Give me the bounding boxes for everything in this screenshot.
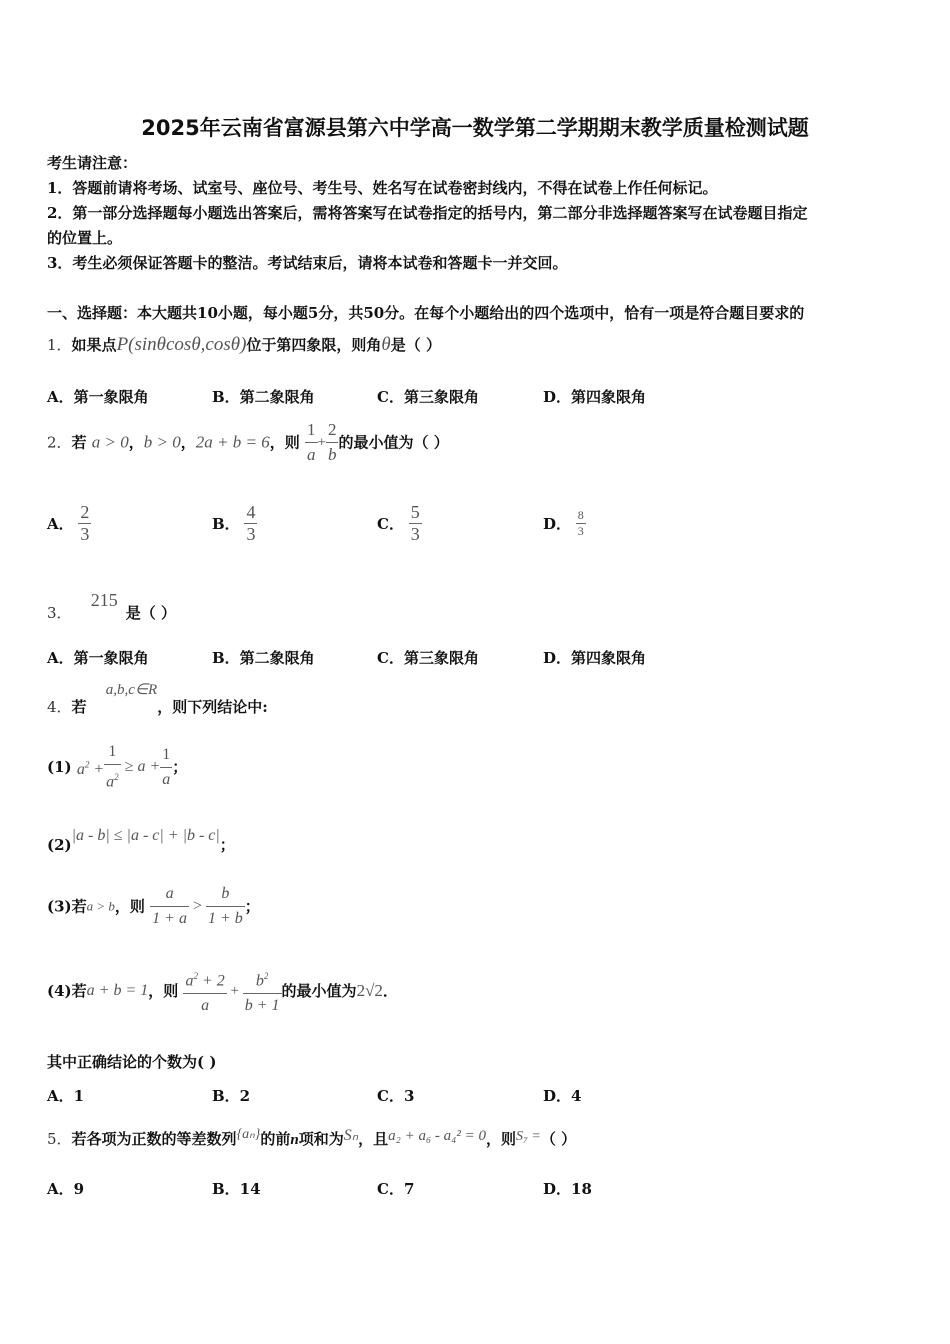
option-c[interactable]: C．7	[377, 1180, 415, 1198]
notice-item: 2．第一部分选择题每小题选出答案后，需将答案写在试卷指定的括号内，第二部分非选择题答案写在试卷题目指定	[47, 204, 808, 222]
question-3: 3． 215是（ ）	[47, 590, 177, 622]
option-c[interactable]: C．第三象限角	[377, 649, 479, 667]
statement-4: (4)若a + b = 1，则 $\frac{a^2 + 2}{a}$ + $\frac{b^2}{b + 1}$ 的最小值为2√2．	[47, 964, 398, 1018]
question-4: 4．若 a,b,c∈R，则下列结论中:	[47, 682, 268, 716]
notice-heading: 考生请注意：	[47, 154, 138, 172]
question-2: 2．若 a > 0，b > 0，2a + b = 6，则 $\frac{1}{a}$ + $\frac{2}{b}$ 的最小值为（ ）	[47, 418, 449, 467]
option-c[interactable]: C．3	[377, 1087, 415, 1105]
page-title: 2025年云南省富源县第六中学高一数学第二学期期末教学质量检测试题	[141, 116, 809, 140]
option-c[interactable]: C．第三象限角	[377, 388, 479, 406]
statement-3: (3)若a > b，则 $\frac{a}{1 + a}$ > $\frac{b}{1 + b}$ ；	[47, 882, 260, 931]
option-a[interactable]: A．第一象限角	[47, 388, 149, 406]
option-d[interactable]: D．第四象限角	[543, 388, 647, 406]
option-d[interactable]: D．第四象限角	[543, 649, 647, 667]
statement-2: (2)|a - b| ≤ |a - c| + |b - c|；	[47, 827, 235, 854]
question-1: 1．如果点P(sinθcosθ,cosθ)位于第四象限，则角θ是（ ）	[47, 334, 441, 355]
option-c[interactable]: C． $\frac{5}{3}$	[377, 502, 420, 544]
option-b[interactable]: B． $\frac{4}{3}$	[212, 502, 256, 544]
question-5: 5．若各项为正数的等差数列{aₙ}的前n项和为Sₙ，且a₂ + a₆ - a₄² = 0，则S₇ =（ ）	[47, 1127, 577, 1148]
option-d[interactable]: D．4	[543, 1087, 582, 1105]
question-4-ask: 其中正确结论的个数为( )	[47, 1053, 217, 1071]
section-heading: 一、选择题：本大题共10小题，每小题5分，共50分。在每个小题给出的四个选项中，恰有一项是符合题目要求的	[47, 304, 805, 322]
option-b[interactable]: B．2	[212, 1087, 251, 1105]
statement-1: (1) $a^2$ + $\frac{1}{a^2}$ ≥ a + $\frac{1}{a}$ ；	[47, 740, 187, 794]
option-a[interactable]: A．第一象限角	[47, 649, 149, 667]
option-b[interactable]: B．第二象限角	[212, 649, 315, 667]
option-a[interactable]: A．9	[47, 1180, 85, 1198]
notice-item: 的位置上。	[47, 229, 123, 247]
option-d[interactable]: D．18	[543, 1180, 592, 1198]
notice-item: 1．答题前请将考场、试室号、座位号、考生号、姓名写在试卷密封线内，不得在试卷上作任何标记。	[47, 179, 718, 197]
option-a[interactable]: A． $\frac{2}{3}$	[47, 502, 90, 544]
option-d[interactable]: D． $\frac{8}{3}$	[543, 508, 584, 538]
option-b[interactable]: B．14	[212, 1180, 261, 1198]
option-b[interactable]: B．第二象限角	[212, 388, 315, 406]
notice-item: 3．考生必须保证答题卡的整洁。考试结束后，请将本试卷和答题卡一并交回。	[47, 254, 568, 272]
option-a[interactable]: A．1	[47, 1087, 85, 1105]
